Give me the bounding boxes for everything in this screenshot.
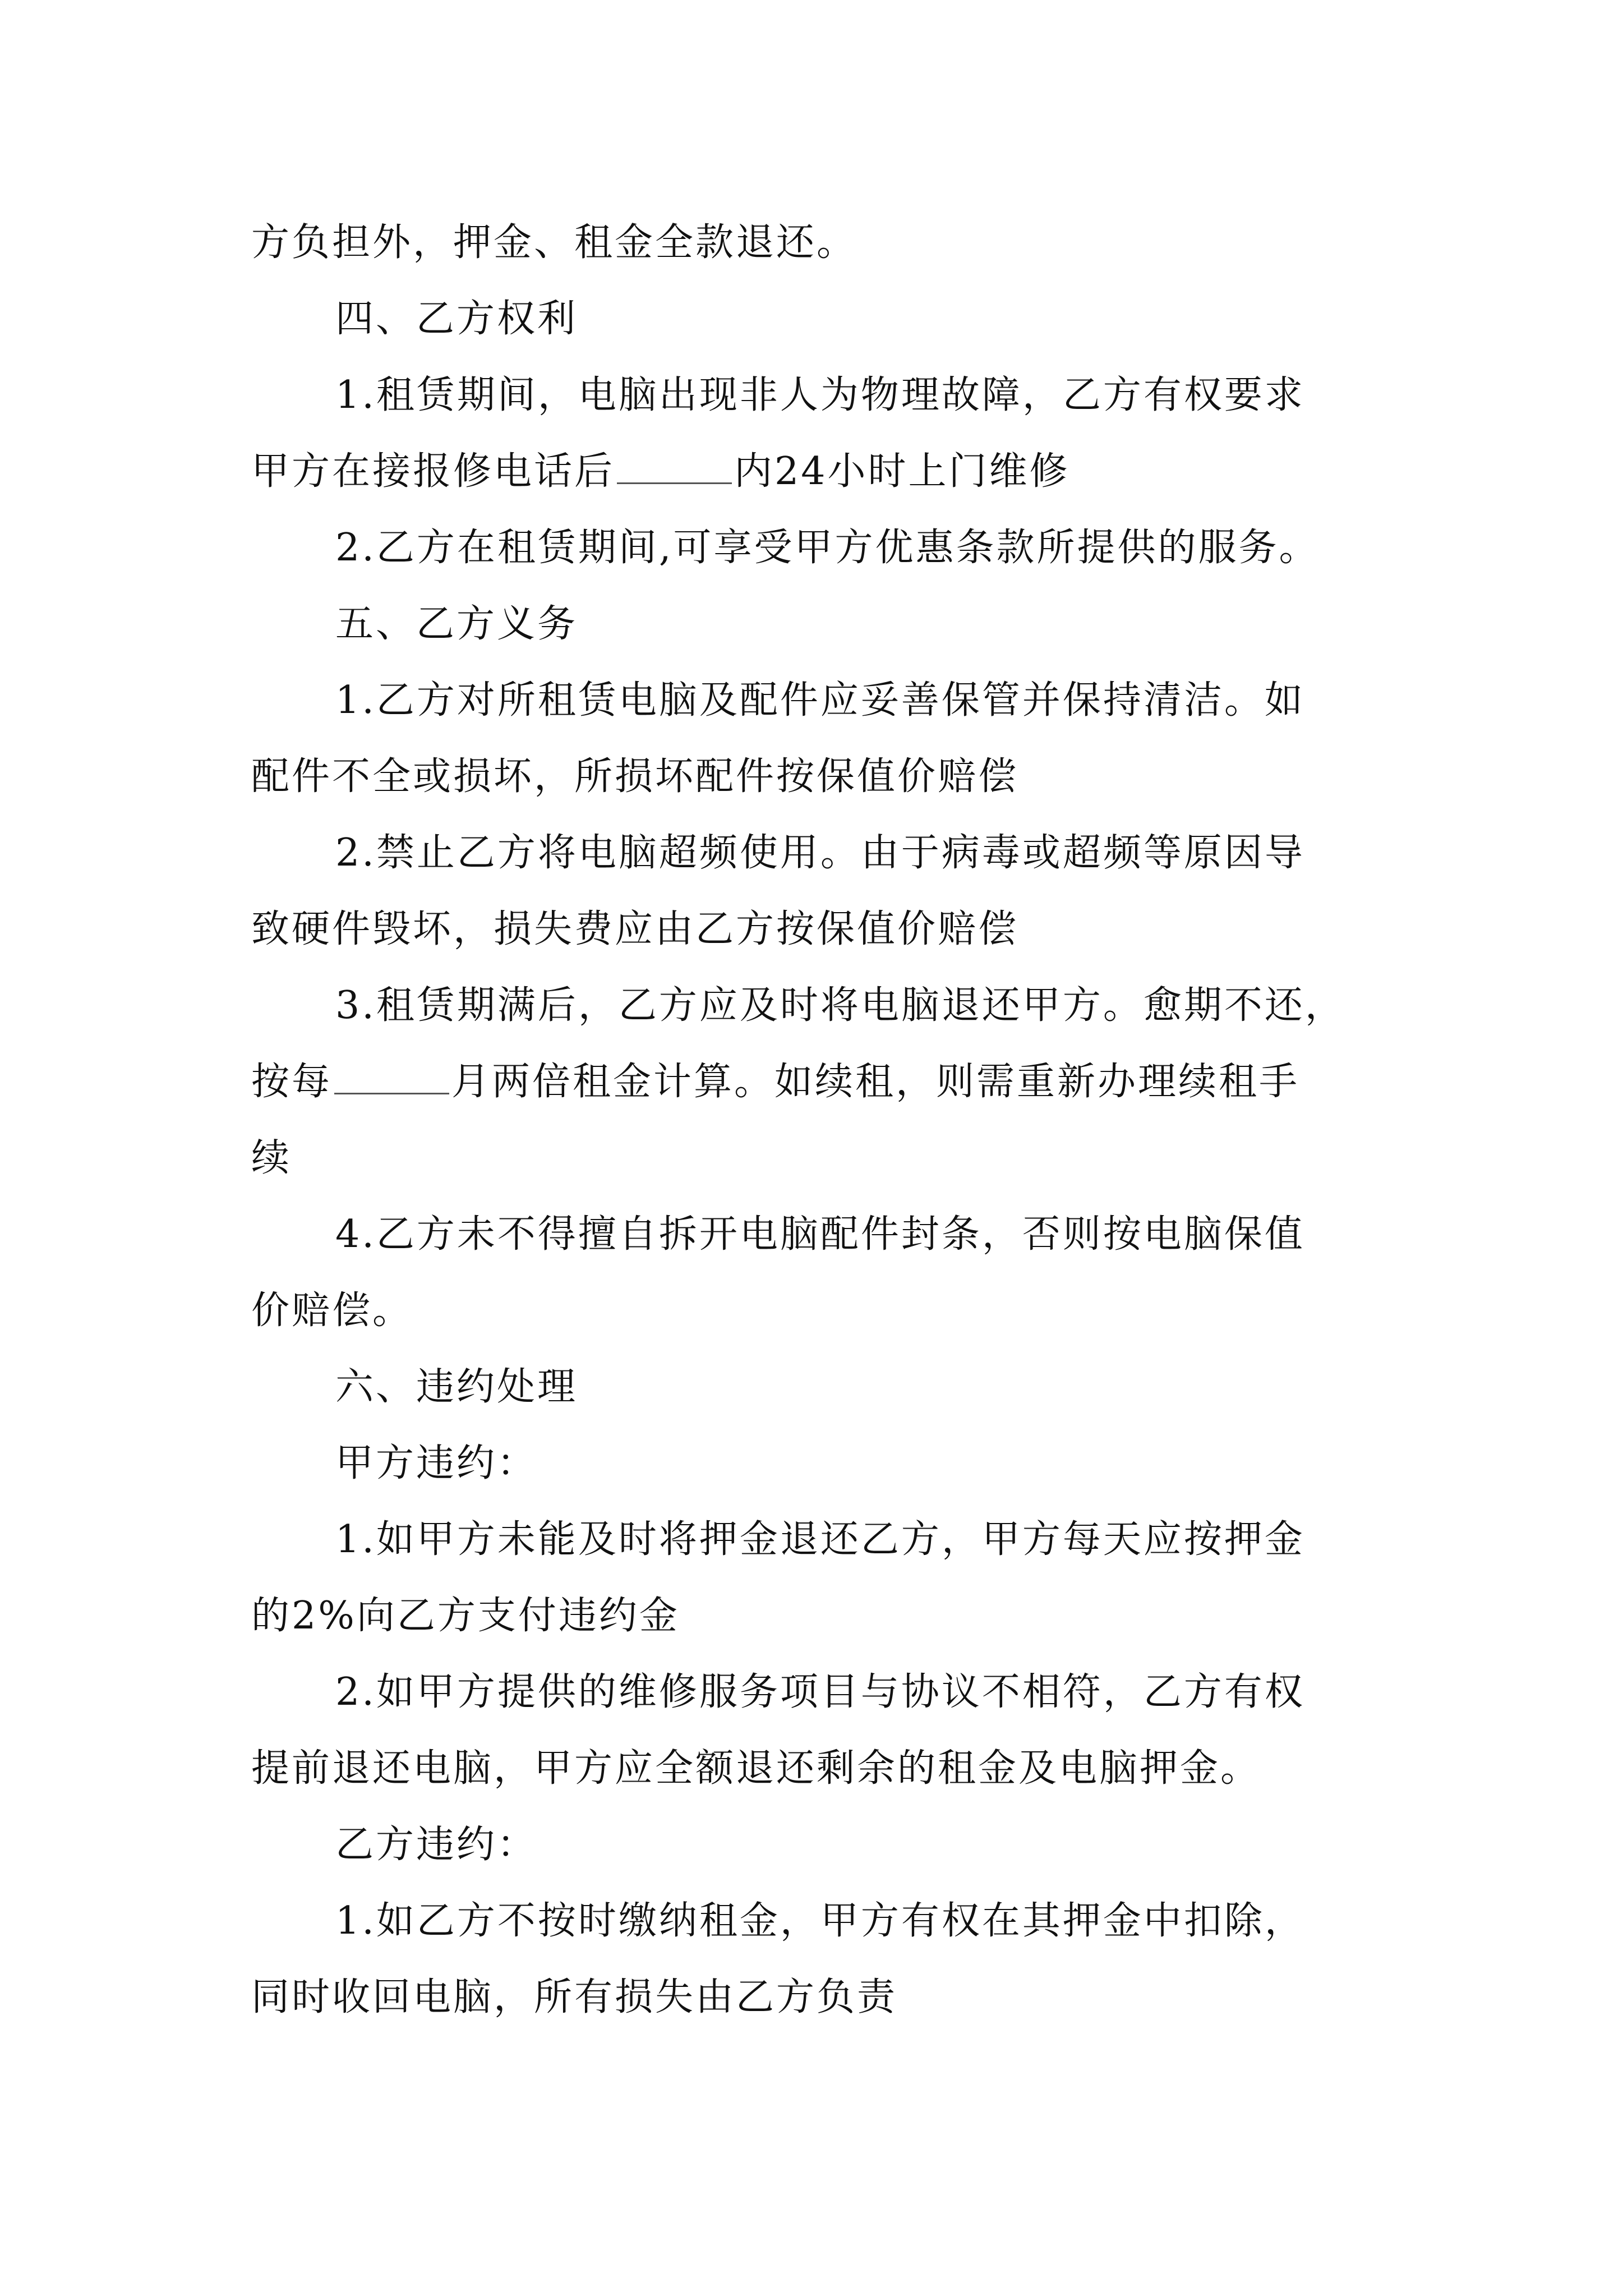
paragraph-line: 提前退还电脑，甲方应全额退还剩余的租金及电脑押金。 — [251, 1746, 1261, 1791]
paragraph-line: 1.乙方对所租赁电脑及配件应妥善保管并保持清洁。如 — [335, 678, 1305, 723]
text-fragment: 月两倍租金计算。如续租，则需重新办理续租手 — [451, 1060, 1300, 1104]
paragraph-line: 同时收回电脑，所有损失由乙方负责 — [251, 1975, 898, 2019]
subheading-party-b-breach: 乙方违约： — [335, 1823, 538, 1867]
fill-in-blank — [617, 449, 732, 484]
text-fragment: 内24小时上门维修 — [734, 449, 1070, 494]
paragraph-line: 配件不全或损坏，所损坏配件按保值价赔偿 — [251, 754, 1019, 799]
fill-in-blank — [334, 1059, 449, 1094]
document-body — [251, 205, 1384, 2036]
paragraph-line: 价赔偿。 — [251, 1289, 413, 1333]
paragraph-line — [251, 434, 1384, 510]
paragraph-line: 1.租赁期间，电脑出现非人为物理故障，乙方有权要求 — [335, 373, 1305, 417]
paragraph-line: 3.租赁期满后，乙方应及时将电脑退还甲方。愈期不还， — [335, 983, 1345, 1028]
paragraph-line: 2.乙方在租赁期间,可享受甲方优惠条款所提供的服务。 — [335, 526, 1320, 570]
text-fragment: 甲方在接报修电话后 — [251, 449, 615, 494]
paragraph-line: 2.如甲方提供的维修服务项目与协议不相符，乙方有权 — [335, 1670, 1305, 1714]
section-heading-breach-handling: 六、违约处理 — [335, 1365, 578, 1409]
paragraph-line: 2.禁止乙方将电脑超频使用。由于病毒或超频等原因导 — [335, 831, 1305, 875]
subheading-party-a-breach: 甲方违约： — [335, 1441, 538, 1485]
paragraph-line: 1.如乙方不按时缴纳租金，甲方有权在其押金中扣除， — [335, 1899, 1305, 1943]
paragraph-line: 1.如甲方未能及时将押金退还乙方，甲方每天应按押金 — [335, 1517, 1305, 1562]
paragraph-line: 的2%向乙方支付违约金 — [251, 1594, 680, 1638]
section-heading-party-b-obligations: 五、乙方义务 — [335, 602, 578, 646]
paragraph-line — [251, 1044, 1384, 1120]
paragraph-line: 续 — [251, 1136, 292, 1180]
section-heading-party-b-rights: 四、乙方权利 — [335, 297, 578, 341]
paragraph-line: 致硬件毁坏，损失费应由乙方按保值价赔偿 — [251, 907, 1019, 951]
text-fragment: 按每 — [251, 1060, 333, 1104]
paragraph-line: 方负担外，押金、租金全款退还。 — [251, 220, 857, 265]
paragraph-line: 4.乙方未不得擅自拆开电脑配件封条，否则按电脑保值 — [335, 1212, 1305, 1257]
